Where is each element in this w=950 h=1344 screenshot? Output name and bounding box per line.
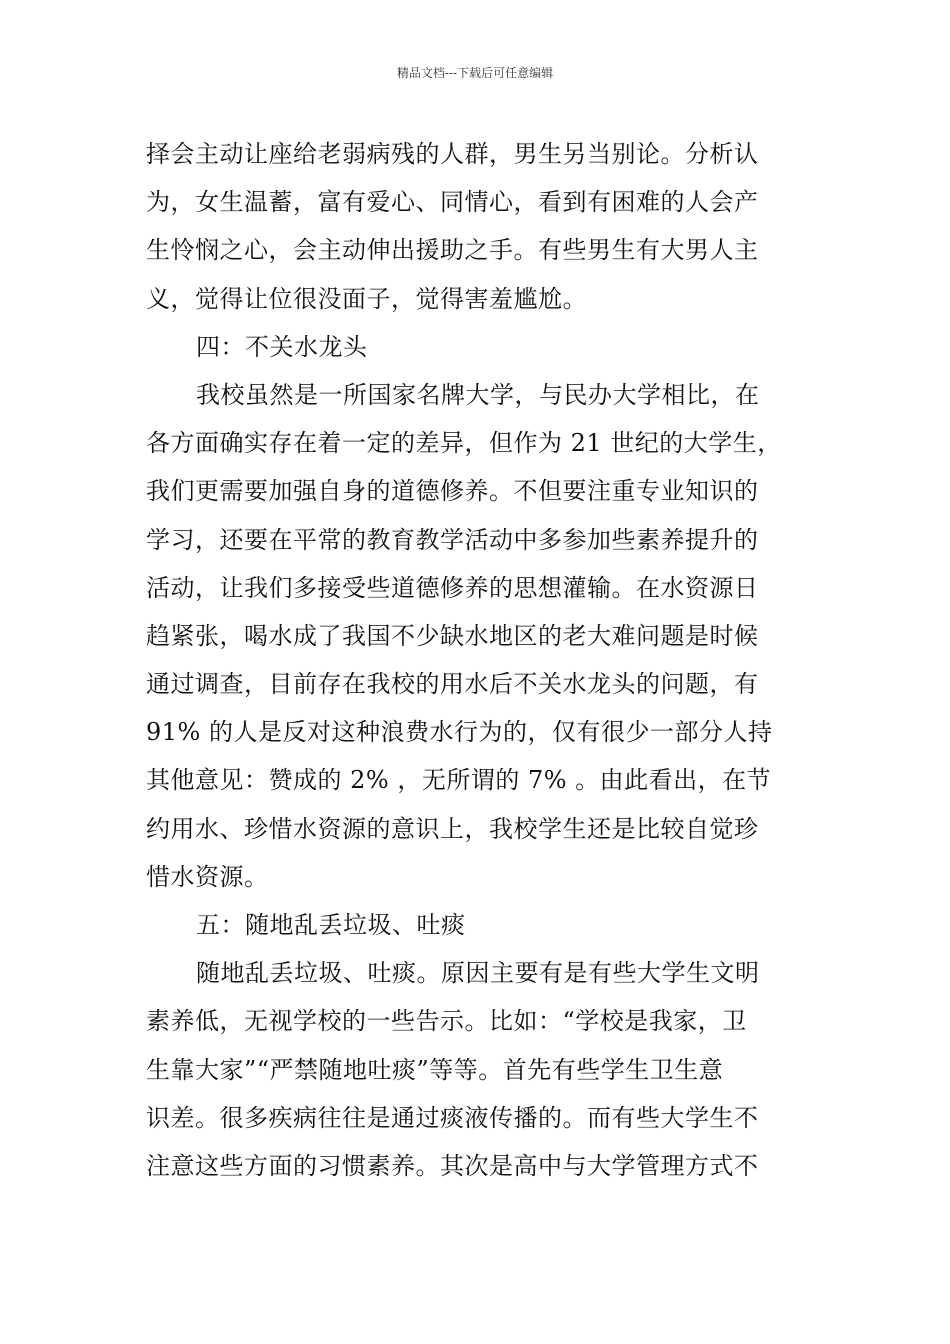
- text-line: 惜水资源。: [146, 862, 269, 891]
- text-line: 注意这些方面的习惯素养。其次是高中与大学管理方式不: [146, 1151, 759, 1180]
- text-line: 我们更需要加强自身的道德修养。不但要注重专业知识的: [146, 477, 759, 506]
- text-line: 通过调查，目前存在我校的用水后不关水龙头的问题，有: [146, 670, 759, 699]
- text-line: 各方面确实存在着一定的差异，但作为 21 世纪的大学生，: [146, 429, 782, 458]
- text-line: 其他意见：赞成的 2% ，无所谓的 7% 。由此看出，在节: [146, 766, 772, 795]
- text-line: 趋紧张，喝水成了我国不少缺水地区的老大难问题是时候: [146, 621, 759, 650]
- text-line: 生靠大家”“严禁随地吐痰”等等。首先有些学生卫生意: [146, 1055, 724, 1084]
- text-line: 义，觉得让位很没面子，觉得害羞尴尬。: [146, 284, 587, 313]
- section-heading: 五：随地乱丢垃圾、吐痰: [196, 911, 466, 939]
- paragraph-start: 随地乱丢垃圾、吐痰。原因主要有是有些大学生文明: [196, 959, 760, 988]
- text-line: 素养低，无视学校的一些告示。比如：“学校是我家，卫: [146, 1007, 747, 1036]
- text-line: 学习，还要在平常的教育教学活动中多参加些素养提升的: [146, 525, 759, 554]
- text-line: 择会主动让座给老弱病残的人群，男生另当别论。分析认: [146, 140, 759, 168]
- text-line: 生怜悯之心，会主动伸出援助之手。有些男生有大男人主: [146, 236, 759, 265]
- section-heading: 四：不关水龙头: [196, 332, 368, 361]
- text-line: 约用水、珍惜水资源的意识上，我校学生还是比较自觉珍: [146, 814, 759, 843]
- text-line: 识差。很多疾病往往是通过痰液传播的。而有些大学生不: [146, 1103, 759, 1132]
- paragraph-start: 我校虽然是一所国家名牌大学，与民办大学相比，在: [196, 380, 760, 409]
- text-line: 活动，让我们多接受些道德修养的思想灌输。在水资源日: [146, 573, 759, 602]
- text-line: 91% 的人是反对这种浪费水行为的，仅有很少一部分人持: [146, 718, 773, 747]
- text-line: 为，女生温蓄，富有爱心、同情心，看到有困难的人会产: [146, 188, 759, 217]
- page-header: 精品文档---下载后可任意编辑: [396, 66, 554, 80]
- document-body: [146, 130, 826, 1190]
